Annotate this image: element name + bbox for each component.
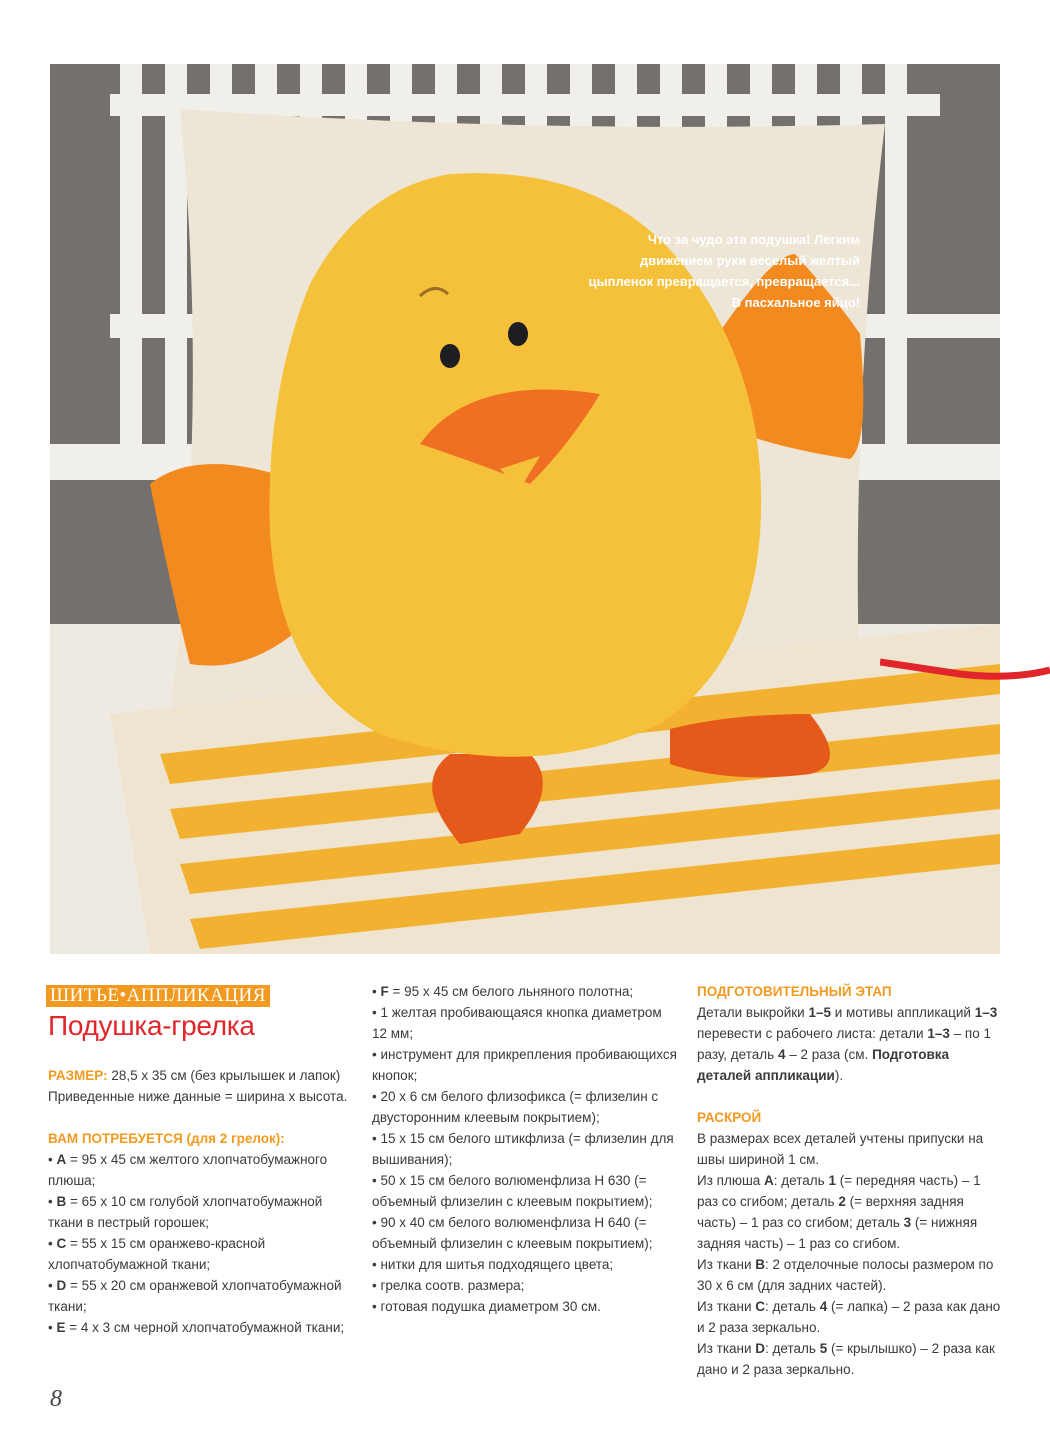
red-ribbon-graphic — [880, 650, 1050, 690]
column-3 — [697, 981, 1002, 1380]
material-item: • F = 95 х 45 см белого льняного полотна; — [372, 984, 634, 999]
cut-item-d: Из ткани D: деталь 5 (= крылышко) – 2 раза как дано и 2 раза зеркально. — [697, 1341, 995, 1377]
extra-item: • 90 х 40 см белого волюменфлиза H 640 (= объемный флизелин с клеевым покрытием); — [372, 1215, 653, 1251]
extra-item: • грелка соотв. размера; — [372, 1278, 525, 1293]
cut-item-b: Из ткани B: 2 отделочные полосы размером по 30 х 6 см (для задних частей). — [697, 1257, 994, 1293]
cut-heading: РАСКРОЙ — [697, 1110, 762, 1125]
cut-item-a: Из плюша A: деталь 1 (= передняя часть) – 1 раз со сгибом; деталь 2 (= верхняя задняя часть) – 1 раз со сгибом; деталь 3 (= нижняя задняя часть) – 1 раз со сгибом. — [697, 1173, 981, 1251]
article-title: Подушка-грелка — [48, 1010, 255, 1041]
size-note: Приведенные ниже данные = ширина х высота. — [48, 1089, 348, 1104]
material-item: • E = 4 х 3 см черной хлопчатобумажной ткани; — [48, 1320, 345, 1335]
material-item: • B = 65 х 10 см голубой хлопчатобумажной ткани в пестрый горошек; — [48, 1194, 323, 1230]
size-value: 28,5 х 35 см (без крылышек и лапок) — [107, 1068, 341, 1083]
extra-item: • инструмент для прикрепления пробивающихся кнопок; — [372, 1047, 677, 1083]
extra-item: • 50 х 15 см белого волюменфлиза H 630 (= объемный флизелин с клеевым покрытием); — [372, 1173, 653, 1209]
extra-item: • 1 желтая пробивающаяся кнопка диаметром 12 мм; — [372, 1005, 662, 1041]
cut-intro: В размерах всех деталей учтены припуски на швы шириной 1 см. — [697, 1131, 984, 1167]
cut-item-c: Из ткани C: деталь 4 (= лапка) – 2 раза как дано и 2 раза зеркально. — [697, 1299, 1001, 1335]
column-1 — [48, 1065, 358, 1338]
size-paragraph — [48, 1065, 358, 1107]
extra-item: • 15 х 15 см белого штикфлиза (= флизелин для вышивания); — [372, 1131, 674, 1167]
material-item: • D = 55 х 20 см оранжевой хлопчатобумажной ткани; — [48, 1278, 342, 1314]
extra-item: • готовая подушка диаметром 30 см. — [372, 1299, 601, 1314]
size-label: РАЗМЕР: — [48, 1068, 108, 1083]
materials-heading: ВАМ ПОТРЕБУЕТСЯ (для 2 грелок): — [48, 1131, 285, 1146]
hero-photo — [50, 64, 1000, 954]
material-item: • A = 95 х 45 см желтого хлопчатобумажного плюша; — [48, 1152, 328, 1188]
extra-item: • 20 х 6 см белого флизофикса (= флизелин с двусторонним клеевым покрытием); — [372, 1089, 659, 1125]
section-tag: ШИТЬЕ•АППЛИКАЦИЯ — [46, 985, 270, 1007]
page-number: 8 — [50, 1386, 62, 1412]
chick-pillow-illustration — [50, 64, 1000, 954]
photo-caption: Что за чудо эта подушка! Легким движением руки веселый желтый цыпленок превращается, превращается... В пасхальное яйцо! — [588, 232, 860, 310]
prep-heading: ПОДГОТОВИТЕЛЬНЫЙ ЭТАП — [697, 984, 892, 999]
prep-paragraph: Детали выкройки 1–5 и мотивы аппликаций 1–3 перевести с рабочего листа: детали 1–3 – по 1 разу, деталь 4 – 2 раза (см. Подготовка деталей аппликации). — [697, 1005, 998, 1083]
column-2 — [372, 981, 677, 1317]
material-item: • C = 55 х 15 см оранжево-красной хлопчатобумажной ткани; — [48, 1236, 266, 1272]
extra-item: • нитки для шитья подходящего цвета; — [372, 1257, 614, 1272]
